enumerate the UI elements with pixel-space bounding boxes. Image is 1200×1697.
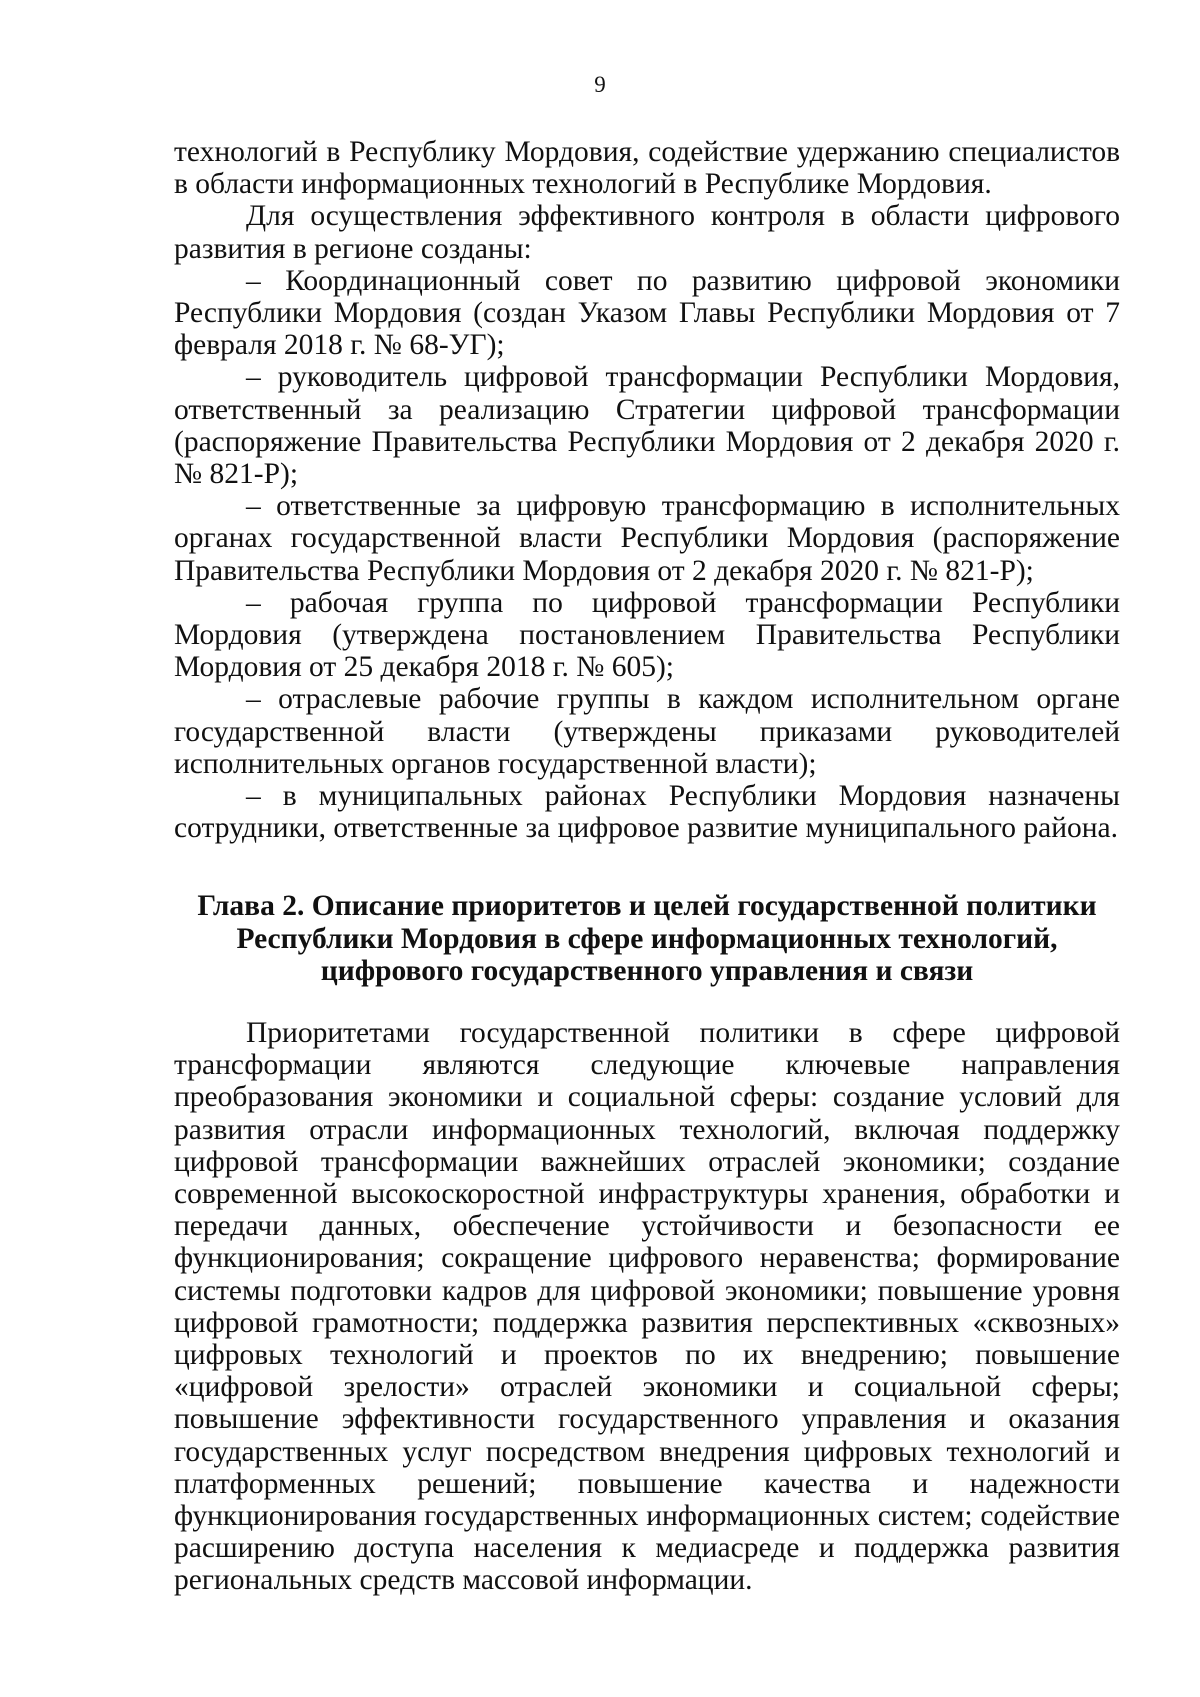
- priorities-paragraph: Приоритетами государственной политики в сфере цифровой трансформации являются следующие ключевые направления преобразования экономики и социальной сферы: создание условий для развития отрасли информационных технологий, включая поддержку цифровой трансформации важнейших отраслей экономики; создание современной высокоскоростной инфраструктуры хранения, обработки и передачи данных, обеспечение устойчивости и безопасности ее функционирования; сокращение цифрового неравенства; формирование системы подготовки кадров для цифровой экономики; повышение уровня цифровой грамотности; поддержка развития перспективных «сквозных» цифровых технологий и проектов по их внедрению; повышение «цифровой зрелости» отраслей экономики и социальной сферы; повышение эффективности государственного управления и оказания государственных услуг посредством внедрения цифровых технологий и платформенных решений; повышение качества и надежности функционирования государственных информационных систем; содействие расширению доступа населения к медиасреде и поддержка развития региональных средств массовой информации.: [174, 1017, 1120, 1597]
- list-item: – рабочая группа по цифровой трансформации Республики Мордовия (утверждена постановлением Правительства Республики Мордовия от 25 декабря 2018 г. № 605);: [174, 586, 1120, 684]
- lead-paragraph: Для осуществления эффективного контроля в области цифрового развития в регионе созданы:: [174, 200, 1120, 265]
- list-item: – руководитель цифровой трансформации Республики Мордовия, ответственный за реализацию Стратегии цифровой трансформации (распоряжение Правительства Республики Мордовия от 2 декабря 2020 г. № 821-Р);: [174, 361, 1120, 491]
- section-priorities: [174, 1017, 1120, 1597]
- continuation-paragraph: технологий в Республику Мордовия, содействие удержанию специалистов в области информационных технологий в Республике Мордовия.: [174, 136, 1120, 201]
- chapter-heading: Глава 2. Описание приоритетов и целей государственной политики Республики Мордовия в сфере информационных технологий, цифрового государственного управления и связи: [197, 890, 1097, 987]
- list-item: – Координационный совет по развитию цифровой экономики Республики Мордовия (создан Указом Главы Республики Мордовия от 7 февраля 2018 г. № 68-УГ);: [174, 264, 1120, 362]
- list-item: – в муниципальных районах Республики Мордовия назначены сотрудники, ответственные за цифровое развитие муниципального района.: [174, 780, 1120, 845]
- section-control-bodies: [174, 136, 1120, 844]
- list-item: – отраслевые рабочие группы в каждом исполнительном органе государственной власти (утверждены приказами руководителей исполнительных органов государственной власти);: [174, 683, 1120, 780]
- page-number: 9: [594, 72, 606, 97]
- list-item: – ответственные за цифровую трансформацию в исполнительных органах государственной власти Республики Мордовия (распоряжение Правительства Республики Мордовия от 2 декабря 2020 г. № 821-Р);: [174, 490, 1120, 587]
